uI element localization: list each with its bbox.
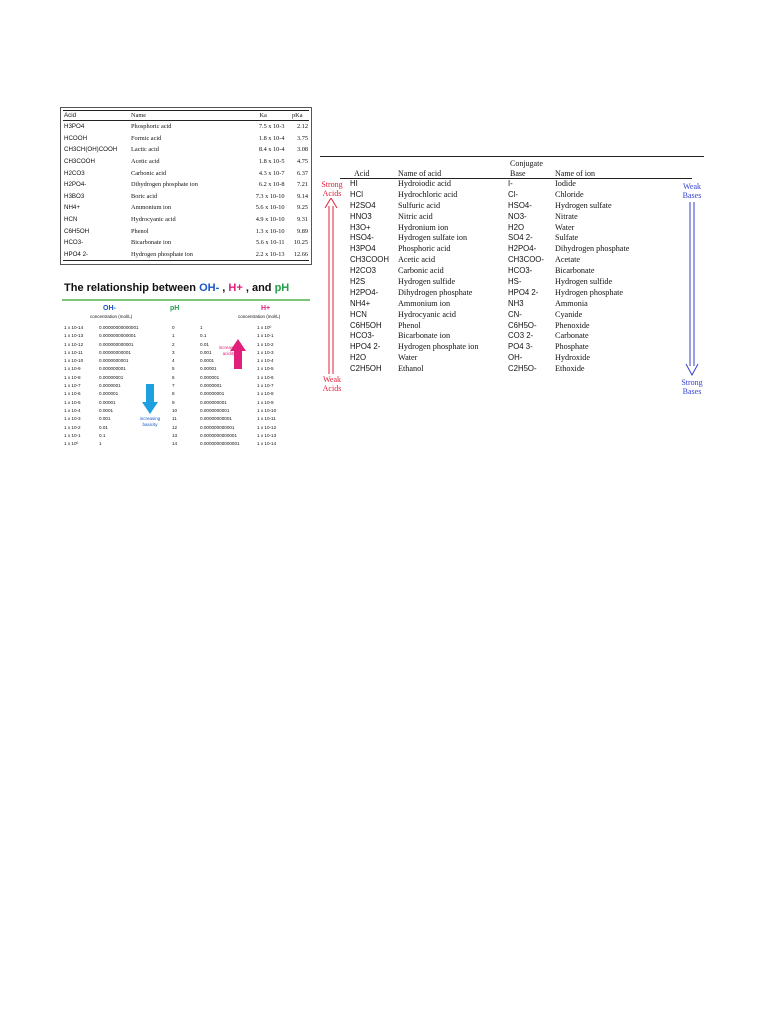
ph-table-row (64, 441, 310, 449)
acid-name: Ammonium ion (398, 298, 451, 308)
acid-name: Phenol (131, 227, 149, 235)
ion-name: Acetate (555, 255, 580, 265)
oh-scientific: 1 x 10-4 (64, 407, 81, 413)
acid-formula: H2S (350, 277, 366, 287)
oh-scientific: 1 x 10-9 (64, 366, 81, 372)
conjugate-table (316, 150, 708, 398)
ph-value: 7 (172, 383, 175, 389)
conjugate-row (316, 277, 708, 288)
ka-value: 6.2 x 10-8 (258, 181, 285, 189)
acid-formula: H2SO4 (350, 200, 376, 210)
h-scientific: 1 x 10-8 (257, 391, 274, 397)
ka-table-row (63, 179, 309, 191)
conjugate-base-formula: HPO4 2- (508, 287, 539, 297)
h-concentration: 0.000001 (200, 374, 220, 380)
oh-concentration: 0.1 (99, 432, 106, 438)
pka-value: 7.21 (296, 181, 308, 189)
oh-concentration: 0.00001 (99, 399, 116, 405)
conjugate-row (316, 364, 708, 375)
h-scientific: 1 x 10-9 (257, 399, 274, 405)
ka-value: 7.5 x 10-3 (258, 123, 285, 131)
h-concentration: 1 (200, 325, 203, 330)
acid-formula: HSO4- (350, 233, 374, 243)
weak-acids-label: Weak Acids (322, 375, 342, 393)
ph-value: 5 (172, 366, 175, 372)
acid-formula: HCO3- (350, 331, 375, 341)
oh-scientific: 1 x 10-8 (64, 374, 81, 380)
increasing-acidity-label: increasing acidity (218, 345, 240, 356)
ka-table-row (63, 202, 309, 214)
pka-value: 3.08 (296, 146, 308, 154)
ka-value: 5.6 x 10-11 (255, 239, 285, 247)
h-scientific: 1 x 10-1 (257, 333, 274, 339)
ph-value: 8 (172, 391, 175, 397)
conjugate-base-formula: CH3COO- (508, 255, 544, 265)
h-scientific: 1 x 10⁰ (257, 325, 272, 330)
oh-concentration: 0.000000001 (99, 366, 126, 372)
ka-table-header (63, 111, 309, 121)
acid-formula: C2H5OH (350, 364, 382, 374)
acid-formula: H3PO4 (350, 244, 376, 254)
acid-name: Hydrogen sulfate ion (398, 233, 468, 243)
h-scientific: 1 x 10-2 (257, 341, 274, 347)
acid-name: Water (398, 353, 418, 363)
ph-table-row (64, 383, 310, 391)
ka-table-panel (60, 107, 312, 265)
conjugate-row (316, 179, 708, 190)
ka-table-row (63, 225, 309, 237)
ph-value: 6 (172, 374, 175, 380)
acid-name: Nitric acid (398, 211, 433, 221)
ka-value: 8.4 x 10-4 (258, 146, 285, 154)
ph-table-row (64, 391, 310, 399)
header-acid: Acid (354, 169, 370, 178)
acid-name: Phenol (398, 320, 421, 330)
ion-name: Nitrate (555, 211, 578, 221)
pka-value: 9.89 (296, 227, 308, 235)
acid-formula: HPO4 2- (350, 342, 381, 352)
acid-name: Ethanol (398, 364, 424, 374)
ph-value: 10 (172, 407, 178, 413)
ion-name: Iodide (555, 179, 576, 188)
ph-table-row (64, 425, 310, 433)
ion-name: Ethoxide (555, 364, 585, 374)
conjugate-rows (316, 179, 708, 375)
oh-scientific: 1 x 10-5 (64, 399, 81, 405)
ph-value: 9 (172, 399, 175, 405)
acid-name: Dihydrogen phosphate ion (131, 181, 198, 189)
ka-table-row (63, 133, 309, 145)
conjugate-row (316, 331, 708, 342)
h-concentration: 0.000000000001 (200, 424, 235, 430)
ka-table-row (63, 156, 309, 168)
h-concentration: 0.00000001 (200, 391, 225, 397)
pka-value: 9.14 (296, 192, 308, 200)
conjugate-base-formula: HS- (508, 277, 522, 287)
pka-value: 6.37 (296, 169, 308, 177)
header-pka: pKa (286, 111, 309, 121)
acid-name: Hydrogen sulfide (398, 277, 456, 287)
ka-table-row (63, 237, 309, 249)
strong-bases-label: Strong Bases (681, 378, 703, 396)
acid-name: Sulfuric acid (398, 200, 441, 210)
conjugate-base-formula: PO4 3- (508, 342, 533, 352)
acid-name: Ammonium ion (131, 204, 172, 212)
ph-value: 1 (172, 333, 175, 339)
conjugate-row (316, 353, 708, 364)
ka-value: 5.6 x 10-10 (255, 204, 285, 212)
title-divider (62, 299, 310, 301)
oh-column-header: OH- (103, 305, 116, 312)
h-concentration: 0.00001 (200, 366, 217, 372)
oh-concentration: 0.0001 (99, 407, 114, 413)
acid-formula: HI (350, 179, 358, 188)
acid-formula: H2PO4- (350, 287, 379, 297)
acid-name: Formic acid (131, 134, 162, 142)
conjugate-row (316, 310, 708, 321)
oh-concentration: 0.0000000001 (99, 358, 129, 364)
ph-table-row (64, 400, 310, 408)
ka-value: 4.9 x 10-10 (255, 216, 285, 224)
conjugate-base-formula: C6H5O- (508, 320, 537, 330)
h-concentration: 0.01 (200, 341, 209, 347)
h-concentration: 0.0000000000001 (200, 432, 238, 438)
ka-table-row (63, 121, 309, 133)
acid-formula: H2PO4- (64, 181, 87, 189)
header-name-of-acid: Name of acid (398, 169, 442, 178)
conjugate-row (316, 266, 708, 277)
weak-bases-label: Weak Bases (682, 182, 702, 200)
acid-formula: HPO4 2- (63, 249, 130, 261)
acid-formula: H2CO3 (64, 169, 85, 177)
ion-name: Sulfate (555, 233, 579, 243)
ka-table-body (63, 121, 309, 261)
oh-scientific: 1 x 10-1 (64, 432, 81, 438)
acid-name: Phosphoric acid (131, 123, 172, 131)
ion-name: Water (555, 222, 575, 232)
ion-name: Chloride (555, 189, 584, 199)
oh-concentration: 0.0000001 (99, 383, 121, 389)
conjugate-row (316, 212, 708, 223)
acid-name: Acetic acid (131, 158, 160, 166)
title-h: H+ (228, 282, 243, 294)
h-column-header: H+ (261, 305, 271, 312)
oh-scientific: 1 x 10-10 (64, 358, 84, 364)
ph-relationship-panel (60, 277, 312, 455)
ph-panel-title (64, 282, 289, 294)
header-name-of-ion: Name of ion (555, 169, 595, 178)
conjugate-base-formula: H2O (508, 222, 525, 232)
title-sep-2: , and (242, 282, 275, 294)
acid-name: Acetic acid (398, 255, 436, 265)
title-sep-1: , (219, 282, 229, 294)
ph-table-row (64, 366, 310, 374)
oh-scientific: 1 x 10-6 (64, 391, 81, 397)
conjugate-row (316, 255, 708, 266)
acid-formula: H3O+ (350, 222, 371, 232)
acid-formula: HCl (350, 189, 363, 199)
h-scientific: 1 x 10-6 (257, 374, 274, 380)
conjugate-base-formula: Cl- (508, 189, 518, 199)
oh-concentration: 0.001 (99, 416, 111, 422)
oh-concentration: 0.000001 (99, 391, 119, 397)
ka-value: 7.3 x 10-10 (255, 192, 285, 200)
h-scientific: 1 x 10-11 (257, 416, 276, 422)
h-scientific: 1 x 10-5 (257, 366, 274, 372)
conjugate-base-formula: NH3 (508, 298, 524, 308)
conjugate-row (316, 288, 708, 299)
ph-table-row (64, 375, 310, 383)
conjugate-row (316, 299, 708, 310)
conjugate-base-formula: SO4 2- (508, 233, 533, 243)
title-prefix: The relationship between (64, 282, 200, 294)
acid-name: Hydroiodic acid (398, 179, 451, 188)
acid-name: Dihydrogen phosphate (398, 287, 473, 297)
h-concentration: 0.0001 (200, 358, 215, 364)
conjugate-row (316, 321, 708, 332)
acid-name: Bicarbonate ion (398, 331, 451, 341)
acid-formula: HCOOH (64, 134, 88, 142)
ph-table-row (64, 358, 310, 366)
acid-name: Carbonic acid (398, 266, 444, 276)
acid-formula: CH3COOH (64, 158, 95, 166)
conjugate-base-formula: OH- (508, 353, 523, 363)
ka-table-row (63, 191, 309, 203)
conjugate-base-formula: NO3- (508, 211, 527, 221)
h-concentration: 0.001 (200, 349, 212, 355)
oh-scientific: 1 x 10-12 (64, 341, 84, 347)
conjugate-base-formula: HSO4- (508, 200, 532, 210)
ion-name: Cyanide (555, 309, 583, 319)
acid-formula: CH3CH(OH)COOH (64, 146, 118, 154)
conjugate-base-formula: C2H5O- (508, 364, 537, 374)
h-scientific: 1 x 10-13 (257, 432, 277, 438)
ph-table-row (64, 350, 310, 358)
header-acid: Acid (63, 111, 130, 121)
ph-value: 11 (172, 416, 177, 422)
ph-table-row (64, 333, 310, 341)
conjugate-base-formula: H2PO4- (508, 244, 537, 254)
ph-value: 2 (172, 341, 175, 347)
ion-name: Bicarbonate (555, 266, 595, 276)
conjugate-table-top-rule (320, 156, 704, 157)
acid-formula: HNO3 (350, 211, 372, 221)
acid-formula: C6H5OH (350, 320, 382, 330)
acid-name: Bicarbonate ion (131, 239, 172, 247)
acid-name: Hydrogen phosphate ion (398, 342, 479, 352)
ph-column-header: pH (170, 305, 180, 312)
ka-value: 4.3 x 10-7 (258, 169, 285, 177)
ph-value: 12 (172, 424, 178, 430)
acid-formula: CH3COOH (350, 255, 389, 265)
ka-value: 1.3 x 10-10 (255, 227, 285, 235)
ph-table-row (64, 325, 310, 333)
h-scientific: 1 x 10-7 (257, 383, 274, 389)
ion-name: Hydrogen phosphate (555, 287, 623, 297)
oh-scientific: 1 x 10⁰ (64, 441, 79, 447)
pka-value: 12.66 (286, 249, 309, 261)
ka-value: 1.8 x 10-5 (258, 158, 285, 166)
ph-table-row (64, 408, 310, 416)
acid-formula: HCO3- (64, 239, 84, 247)
oh-scientific: 1 x 10-14 (64, 325, 84, 330)
h-scientific: 1 x 10-4 (257, 358, 274, 364)
increasing-basicity-label: increasing basicity (139, 416, 161, 427)
conjugate-base-formula: CO3 2- (508, 331, 534, 341)
conjugate-base-formula: I- (508, 179, 513, 188)
h-scientific: 1 x 10-10 (257, 407, 277, 413)
acid-formula: H2O (350, 353, 367, 363)
header-name: Name (130, 111, 241, 121)
h-column-subheader: concentration (mol/L) (238, 314, 281, 319)
h-concentration: 0.0000000001 (200, 407, 230, 413)
acid-name: Hydronium ion (398, 222, 449, 232)
h-concentration: 0.1 (200, 333, 207, 339)
pka-value: 9.25 (296, 204, 308, 212)
pka-value: 2.12 (296, 123, 308, 131)
conjugate-row (316, 342, 708, 353)
acid-formula: H2CO3 (350, 266, 376, 276)
acid-name: Carbonic acid (131, 169, 167, 177)
acid-name: Hydrochloric acid (398, 189, 458, 199)
pka-value: 9.31 (296, 216, 308, 224)
ph-value: 4 (172, 358, 175, 364)
h-scientific: 1 x 10-12 (257, 424, 277, 430)
ka-table-row (63, 144, 309, 156)
conjugate-row (316, 190, 708, 201)
ph-table-row (64, 416, 310, 424)
h-scientific: 1 x 10-3 (257, 349, 274, 355)
oh-scientific: 1 x 10-13 (64, 333, 84, 339)
oh-scientific: 1 x 10-2 (64, 424, 81, 430)
h-scientific: 1 x 10-14 (257, 441, 277, 447)
ion-name: Phenoxide (555, 320, 590, 330)
oh-concentration: 0.0000000000001 (99, 333, 137, 339)
ion-name: Hydroxide (555, 353, 591, 363)
ka-table-row (63, 167, 309, 179)
oh-concentration: 0.00000000001 (99, 349, 131, 355)
oh-column-subheader: concentration (mol/L) (90, 314, 133, 319)
oh-scientific: 1 x 10-3 (64, 416, 81, 422)
oh-concentration: 0.000000000001 (99, 341, 134, 347)
h-concentration: 0.000000001 (200, 399, 227, 405)
h-concentration: 0.00000000001 (200, 416, 232, 422)
oh-scientific: 1 x 10-11 (64, 349, 83, 355)
ka-table (63, 110, 309, 261)
pka-value: 10.25 (293, 239, 308, 247)
ion-name: Phosphate (555, 342, 589, 352)
acid-formula: HCN (350, 309, 367, 319)
acid-name: Hydrocyanic acid (398, 309, 456, 319)
acid-name: Boric acid (131, 192, 158, 200)
oh-concentration: 0.01 (99, 424, 108, 430)
ka-table-row (63, 214, 309, 226)
header-ka: Ka (241, 111, 286, 121)
oh-concentration: 1 (99, 441, 102, 447)
ph-value: 14 (172, 441, 178, 447)
ph-table-row (64, 342, 310, 350)
ph-table-row (64, 433, 310, 441)
ka-table-row (63, 249, 309, 261)
header-conjugate: Conjugate (510, 159, 543, 168)
acid-formula: H3PO4 (64, 123, 85, 131)
ka-value: 1.8 x 10-4 (258, 134, 285, 142)
increasing-basicity-arrow (142, 384, 158, 414)
conjugate-base-formula: HCO3- (508, 266, 533, 276)
ph-value: 3 (172, 349, 175, 355)
acid-formula: C6H5OH (64, 227, 90, 235)
acid-formula: H3BO3 (64, 192, 85, 200)
conjugate-base-formula: CN- (508, 309, 522, 319)
h-concentration: 0.00000000000001 (200, 441, 240, 447)
ph-rows (64, 325, 310, 449)
oh-scientific: 1 x 10-7 (64, 383, 81, 389)
title-oh: OH- (199, 282, 220, 294)
conjugate-row (316, 223, 708, 234)
acid-formula: NH4+ (64, 204, 80, 212)
ion-name: Hydrogen sulfide (555, 277, 613, 287)
header-base: Base (510, 169, 526, 178)
h-concentration: 0.0000001 (200, 383, 222, 389)
oh-concentration: 0.00000001 (99, 374, 124, 380)
ph-value: 13 (172, 432, 178, 438)
title-ph: pH (274, 282, 290, 294)
oh-concentration: 0.00000000000001 (99, 325, 139, 330)
strong-acids-label: Strong Acids (321, 180, 343, 198)
conjugate-row (316, 244, 708, 255)
ion-name: Carbonate (555, 331, 589, 341)
conjugate-row (316, 201, 708, 212)
acid-formula: NH4+ (350, 298, 371, 308)
ph-value: 0 (172, 325, 175, 330)
ion-name: Ammonia (555, 298, 588, 308)
acid-name: Lactic acid (131, 146, 159, 154)
acid-name: Hydrogen phosphate ion (130, 249, 241, 261)
conjugate-row (316, 233, 708, 244)
ion-name: Hydrogen sulfate (555, 200, 612, 210)
pka-value: 3.75 (296, 134, 308, 142)
acid-formula: HCN (64, 216, 78, 224)
ka-value: 2.2 x 10-13 (241, 249, 286, 261)
ion-name: Dihydrogen phosphate (555, 244, 630, 254)
acid-name: Hydrocyanic acid (131, 216, 176, 224)
pka-value: 4.75 (296, 158, 308, 166)
acid-name: Phosphoric acid (398, 244, 451, 254)
